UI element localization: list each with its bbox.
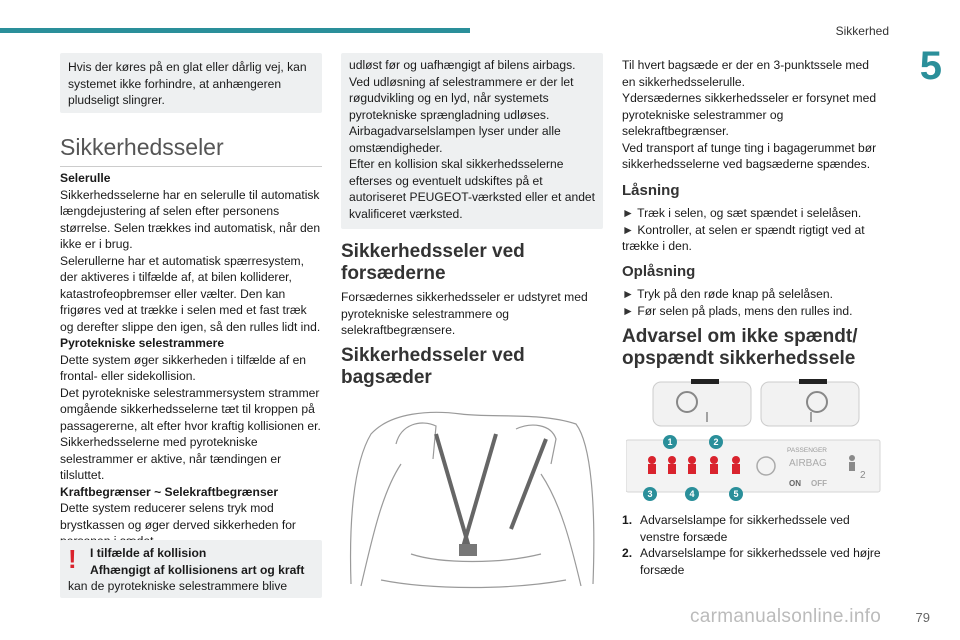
locking-title: Låsning (622, 182, 680, 199)
box2-text-2: Ved udløsning af selestrammere er der let røgudvikling og en lyd, når systemets pyrotekniske sprængladning udløses. (349, 74, 574, 122)
passenger-label: PASSENGER (787, 447, 827, 454)
legend-text: Advarselslampe for sikkerhedssele ved højre forsæde (640, 546, 881, 577)
rear-belt-text-2: Ydersædernes sikkerhedsseler er forsynet med pyrotekniske selestrammer og selekraftbegrænser. (622, 91, 877, 138)
rear-seats-title: Sikkerhedsseler ved bagsæder (341, 345, 525, 388)
warning-heading-1: I tilfælde af kollision (90, 546, 207, 560)
col1-body (60, 170, 322, 550)
locking-steps (622, 205, 884, 255)
seatbelt-warning-panel (626, 434, 882, 502)
warning-icon: ! (68, 544, 77, 574)
page-title: Sikkerhedsseler (60, 134, 224, 160)
legend-list (622, 512, 884, 578)
rear-belt-text-3: Ved transport af tunge ting i bagagerummet bør sikkerhedsselerne ved bagsæderne spændes. (622, 140, 877, 171)
selerulle-text-1: Sikkerhedsselerne har en selerulle til automatisk længdejustering af selen efter personens størrelse. Selen trækkes ind automatisk, når den ikke er i brug. (60, 187, 321, 251)
box2-text-1: udløst før og uafhængigt af bilens airbags. (349, 58, 576, 72)
pyro-text-2: Det pyrotekniske selestrammersystem strammer omgående sikkerhedsselerne tæt til kroppen på passagererne, alt efter hvor kraftig kollisionen er. (60, 385, 321, 433)
trailer-note-text: Hvis der køres på en glat eller dårlig vej, kan systemet ikke forhindre, at anhængeren pludseligt slingrer. (68, 60, 307, 107)
off-label: OFF (811, 479, 827, 488)
bullet-arrow-icon: ► (622, 287, 634, 301)
section-title: Sikkerhed (835, 24, 889, 38)
kraft-text: Dette system reducerer selens tryk mod brystkassen og øger derved sikkerheden for (60, 501, 296, 532)
bullet-arrow-icon: ► (622, 222, 634, 237)
unlocking-title: Oplåsning (622, 263, 696, 280)
selerulle-text-2: Selerullerne har et automatisk spærresystem, der aktiveres i tilfælde af, at bilen kolliderer, katastrofeopbremser eller vælter. Den kan frigøres ved at trække i selen med et fast træk og derefter slippe den igen, så den rulles lidt ind. (60, 253, 321, 334)
kraft-heading: Kraftbegrænser ~ Selekraftbegrænser (60, 484, 279, 499)
unlocking-steps (622, 286, 884, 319)
warning-heading-2: Afhængigt af kollisionens art og kraft (90, 562, 305, 577)
page-number: 79 (915, 610, 930, 625)
trailer-note-box (60, 53, 322, 113)
box2-text-4: Efter en kollision skal sikkerhedsselerne efterses og eventuelt udskiftes på et autoriseret PEUGEOT-værksted eller et andet kvalificeret værksted. (349, 157, 596, 221)
callout-1: 1 (667, 437, 673, 447)
legend-item (622, 545, 884, 578)
svg-text:2: 2 (860, 470, 866, 481)
front-seats-text: Forsædernes sikkerhedsseler er udstyret med pyrotekniske selestrammere og selekraftbegrænsere. (341, 290, 588, 337)
box2-text-3: Airbagadvarselslampen lyser under alle omstændigheder. (349, 124, 561, 155)
callout-3: 3 (647, 489, 653, 499)
lock-step-1: Træk i selen, og sæt spændet i selelåsen. (637, 206, 862, 220)
collision-warning-box (60, 540, 322, 598)
chapter-number: 5 (919, 44, 942, 88)
pyro-continued-box (341, 53, 603, 229)
callout-4: 4 (689, 489, 695, 499)
buckle-icon (459, 544, 477, 556)
bullet-arrow-icon: ► (622, 206, 634, 220)
lock-step-2: Kontroller, at selen er spændt rigtigt ved at trække i den. (622, 222, 865, 253)
legend-item (622, 512, 884, 545)
pyro-text-3: Sikkerhedsselerne med pyrotekniske selestrammer er aktive, når tændingen er tilsluttet. (60, 435, 282, 482)
callout-2: 2 (713, 437, 719, 447)
rear-belt-text (622, 57, 884, 173)
front-seats-title: Sikkerhedsseler ved forsæderne (341, 241, 525, 284)
belt-warning-title: Advarsel om ikke spændt/ opspændt sikkerhedssele (622, 326, 858, 369)
rear-belt-text-1: Til hvert bagsæde er der en 3-punktssele med en sikkerhedsselerulle. (622, 58, 869, 89)
selerulle-heading: Selerulle (60, 171, 111, 185)
pyro-text-1: Dette system øger sikkerheden i tilfælde af en frontal- eller sidekollision. (60, 352, 307, 383)
rear-seat-belts-illustration (341, 404, 603, 594)
airbag-label: AIRBAG (789, 458, 827, 469)
title-divider (60, 166, 322, 167)
unlock-step-1: Tryk på den røde knap på selelåsen. (637, 287, 833, 301)
dashboard-location-illustration (651, 376, 861, 428)
header-accent-bar (0, 28, 470, 33)
watermark: carmanualsonline.info (690, 606, 882, 627)
callout-5: 5 (733, 489, 739, 499)
warning-text: kan de pyrotekniske selestrammere blive (68, 579, 288, 593)
unlock-step-2: Før selen på plads, mens den rulles ind. (637, 303, 853, 318)
bullet-arrow-icon: ► (622, 303, 634, 318)
on-label: ON (789, 479, 801, 488)
legend-number: 2. (622, 546, 633, 560)
pyro-heading: Pyrotekniske selestrammere (60, 336, 225, 350)
legend-number: 1. (622, 513, 633, 527)
legend-text: Advarselslampe for sikkerhedssele ved venstre forsæde (640, 513, 850, 544)
